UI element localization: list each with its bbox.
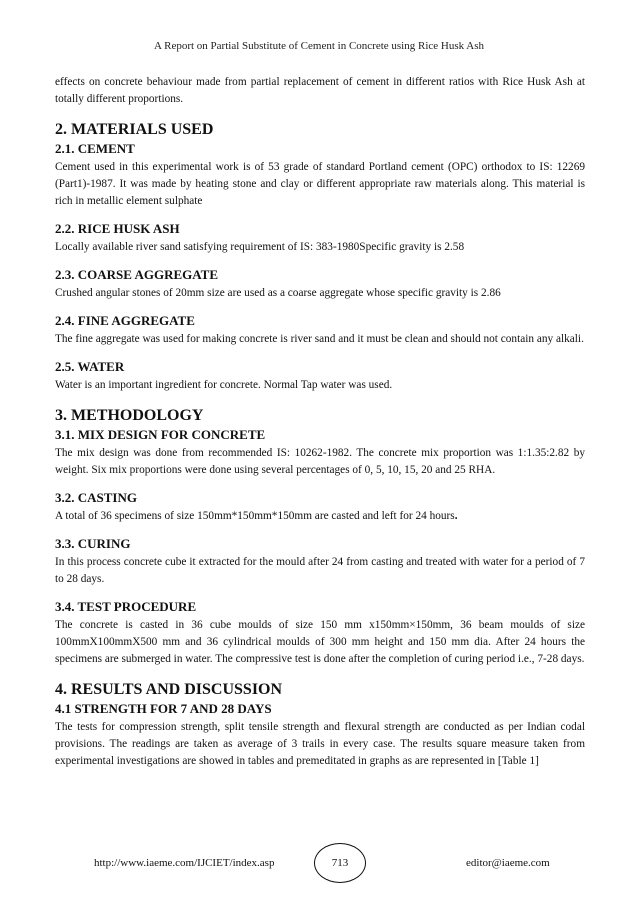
water-heading: 2.5. WATER	[55, 359, 125, 374]
curing-heading: 3.3. CURING	[55, 536, 131, 551]
water-paragraph: Water is an important ingredient for concrete. Normal Tap water was used.	[55, 379, 393, 391]
strength-paragraph: The tests for compression strength, split tensile strength and flexural strength are conducted as per Indian codal provisions. The readings are taken as average of 3 trails in every case. The results square measure taken from experimental investigations are showed in tables and premeditated in graphs as are represented in [Table 1]	[55, 721, 585, 767]
section-3-heading: 3. METHODOLOGY	[55, 407, 204, 424]
curing-paragraph: In this process concrete cube it extracted for the mould after 24 from casting and treated with water for a period of 7 to 28 days.	[55, 556, 585, 585]
coarse-aggregate-heading: 2.3. COARSE AGGREGATE	[55, 267, 219, 282]
coarse-aggregate-paragraph: Crushed angular stones of 20mm size are used as a coarse aggregate whose specific gravity is 2.86	[55, 287, 501, 299]
mix-design-paragraph: The mix design was done from recommended IS: 10262-1982. The concrete mix proportion was 1:1.35:2.82 by weight. Six mix proportions were done using several percentages of 0, 5, 10, 15, 20 and 25 RHA.	[55, 447, 585, 476]
casting-period: .	[454, 510, 458, 522]
fine-aggregate-heading: 2.4. FINE AGGREGATE	[55, 313, 195, 328]
section-4-heading: 4. RESULTS AND DISCUSSION	[55, 681, 283, 698]
mix-design-heading: 3.1. MIX DESIGN FOR CONCRETE	[55, 427, 266, 442]
casting-heading: 3.2. CASTING	[55, 490, 137, 505]
test-procedure-paragraph: The concrete is casted in 36 cube moulds of size 150 mm x150mm×150mm, 36 beam moulds of size 100mmX100mmX500 mm and 36 cylindrical moulds of 300 mm height and 150 mm dia. After 24 hours the specimens are submerged in water. The compressive test is done after the completion of curing period i.e., 7-28 days.	[55, 619, 585, 665]
rice-husk-ash-paragraph: Locally available river sand satisfying requirement of IS: 383-1980Specific gravity is 2.58	[55, 241, 465, 253]
cement-heading: 2.1. CEMENT	[55, 141, 135, 156]
intro-paragraph: effects on concrete behaviour made from partial replacement of cement in different ratios with Rice Husk Ash at totally different proportions.	[55, 76, 585, 105]
fine-aggregate-paragraph: The fine aggregate was used for making concrete is river sand and it must be clean and should not contain any alkali.	[55, 333, 584, 345]
running-header: A Report on Partial Substitute of Cement in Concrete using Rice Husk Ash	[154, 40, 484, 52]
page-number: 713	[314, 843, 366, 883]
page-footer	[0, 843, 638, 883]
casting-text: A total of 36 specimens of size 150mm*150mm*150mm are casted and left for 24 hours	[55, 510, 455, 522]
casting-paragraph	[55, 508, 585, 525]
footer-email-link[interactable]: editor@iaeme.com	[466, 857, 550, 869]
rice-husk-ash-heading: 2.2. RICE HUSK ASH	[55, 221, 180, 236]
page-body	[55, 74, 585, 770]
cement-paragraph: Cement used in this experimental work is of 53 grade of standard Portland cement (OPC) orthodox to IS: 12269 (Part1)-1987. It was made by heating stone and clay or different appropriate raw materials along. This material is rich in metallic element sulphate	[55, 161, 585, 207]
section-2-heading: 2. MATERIALS USED	[55, 121, 214, 138]
footer-url-link[interactable]: http://www.iaeme.com/IJCIET/index.asp	[94, 857, 275, 869]
test-procedure-heading: 3.4. TEST PROCEDURE	[55, 599, 197, 614]
strength-heading: 4.1 STRENGTH FOR 7 AND 28 DAYS	[55, 701, 272, 716]
